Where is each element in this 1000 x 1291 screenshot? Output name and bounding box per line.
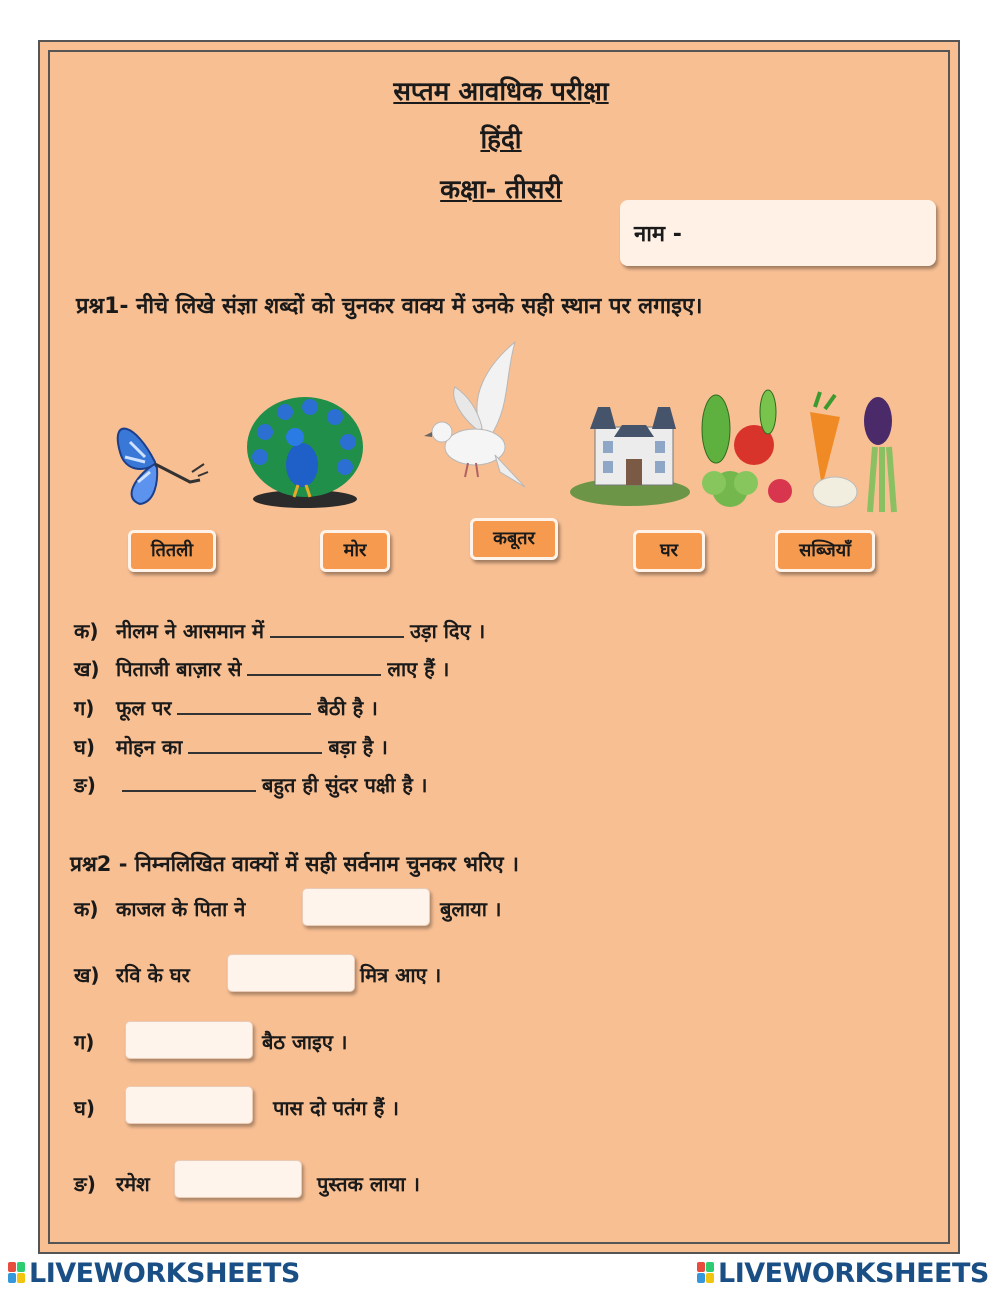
q2-sentence bbox=[74, 1028, 116, 1055]
q2-sentence bbox=[74, 895, 245, 922]
q2-answer-input[interactable] bbox=[227, 954, 355, 992]
class-title: कक्षा- तीसरी bbox=[440, 175, 562, 205]
q1-blank[interactable] bbox=[247, 656, 381, 676]
q1-blank[interactable] bbox=[177, 695, 311, 715]
exam-title: सप्तम आवधिक परीक्षा bbox=[393, 77, 609, 107]
liveworksheets-brand-text: LIVEWORKSHEETS bbox=[29, 1258, 300, 1289]
q1-sentence bbox=[74, 655, 449, 682]
q1-text-before: पिताजी बाज़ार से bbox=[116, 657, 242, 681]
question-1-prompt: प्रश्न1- नीचे लिखे संज्ञा शब्दों को चुनकर वाक्य में उनके सही स्थान पर लगाइए। bbox=[76, 294, 703, 319]
q1-text-after: बड़ा है । bbox=[328, 735, 388, 759]
liveworksheets-mark-icon bbox=[8, 1262, 26, 1284]
q1-text-after: उड़ा दिए । bbox=[409, 619, 486, 643]
q2-label: घ) bbox=[74, 1096, 95, 1120]
name-field[interactable] bbox=[620, 200, 936, 266]
house-image bbox=[570, 397, 695, 507]
q1-blank[interactable] bbox=[270, 618, 404, 638]
q1-sentence bbox=[74, 771, 427, 798]
q2-label: ङ) bbox=[74, 1172, 96, 1196]
q1-text-before: फूल पर bbox=[116, 696, 172, 720]
q2-text-after: पुस्तक लाया । bbox=[317, 1172, 420, 1196]
q2-sentence bbox=[74, 961, 190, 988]
liveworksheets-logo-right bbox=[697, 1258, 989, 1289]
q1-sentence bbox=[74, 617, 485, 644]
q1-text-before: मोहन का bbox=[116, 735, 183, 759]
q2-label: ख) bbox=[74, 963, 100, 987]
q2-text-after: मित्र आए । bbox=[360, 963, 442, 987]
q2-answer-input[interactable] bbox=[125, 1021, 253, 1059]
liveworksheets-mark-icon bbox=[697, 1262, 715, 1284]
vegetables-image bbox=[690, 387, 900, 517]
question-2-prompt: प्रश्न2 - निम्नलिखित वाक्यों में सही सर्वनाम चुनकर भरिए । bbox=[70, 852, 519, 876]
q2-answer-input[interactable] bbox=[302, 888, 430, 926]
worksheet-page bbox=[38, 40, 960, 1254]
subject-title: हिंदी bbox=[480, 125, 522, 155]
liveworksheets-brand-text: LIVEWORKSHEETS bbox=[718, 1258, 989, 1289]
q1-label: ख) bbox=[74, 657, 100, 681]
butterfly-image bbox=[100, 402, 210, 512]
q1-sentence bbox=[74, 694, 378, 721]
q1-sentence bbox=[74, 733, 388, 760]
q2-text-before: काजल के पिता ने bbox=[116, 897, 246, 921]
q2-text-before: रवि के घर bbox=[116, 963, 190, 987]
q2-text-after: बुलाया । bbox=[440, 897, 502, 921]
q2-label: ग) bbox=[74, 1030, 95, 1054]
q1-text-after: बैठी है । bbox=[317, 696, 378, 720]
q2-text-before: रमेश bbox=[116, 1172, 150, 1196]
q1-label: ङ) bbox=[74, 773, 96, 797]
word-chip-butterfly[interactable]: तितली bbox=[128, 530, 216, 572]
word-chip-pigeon[interactable]: कबूतर bbox=[470, 518, 558, 560]
liveworksheets-logo-left bbox=[8, 1258, 300, 1289]
q2-answer-input[interactable] bbox=[174, 1160, 302, 1198]
q1-label: घ) bbox=[74, 735, 95, 759]
dove-image bbox=[420, 337, 530, 502]
q1-label: क) bbox=[74, 619, 99, 643]
peacock-image bbox=[240, 387, 370, 512]
q2-answer-input[interactable] bbox=[125, 1086, 253, 1124]
q1-text-before: नीलम ने आसमान में bbox=[116, 619, 264, 643]
q1-blank[interactable] bbox=[122, 772, 256, 792]
name-label: नाम - bbox=[634, 222, 682, 247]
word-chip-vegetables[interactable]: सब्जियाँ bbox=[775, 530, 875, 572]
q2-text-after: पास दो पतंग हैं । bbox=[273, 1096, 399, 1120]
q1-text-after: बहुत ही सुंदर पक्षी है । bbox=[262, 773, 428, 797]
q2-sentence bbox=[74, 1170, 150, 1197]
q1-blank[interactable] bbox=[188, 734, 322, 754]
q2-label: क) bbox=[74, 897, 99, 921]
q2-text-after: बैठ जाइए । bbox=[262, 1030, 348, 1054]
word-chip-house[interactable]: घर bbox=[633, 530, 705, 572]
word-chip-peacock[interactable]: मोर bbox=[320, 530, 390, 572]
q1-text-after: लाए हैं । bbox=[387, 657, 450, 681]
q2-sentence bbox=[74, 1094, 116, 1121]
q1-label: ग) bbox=[74, 696, 95, 720]
